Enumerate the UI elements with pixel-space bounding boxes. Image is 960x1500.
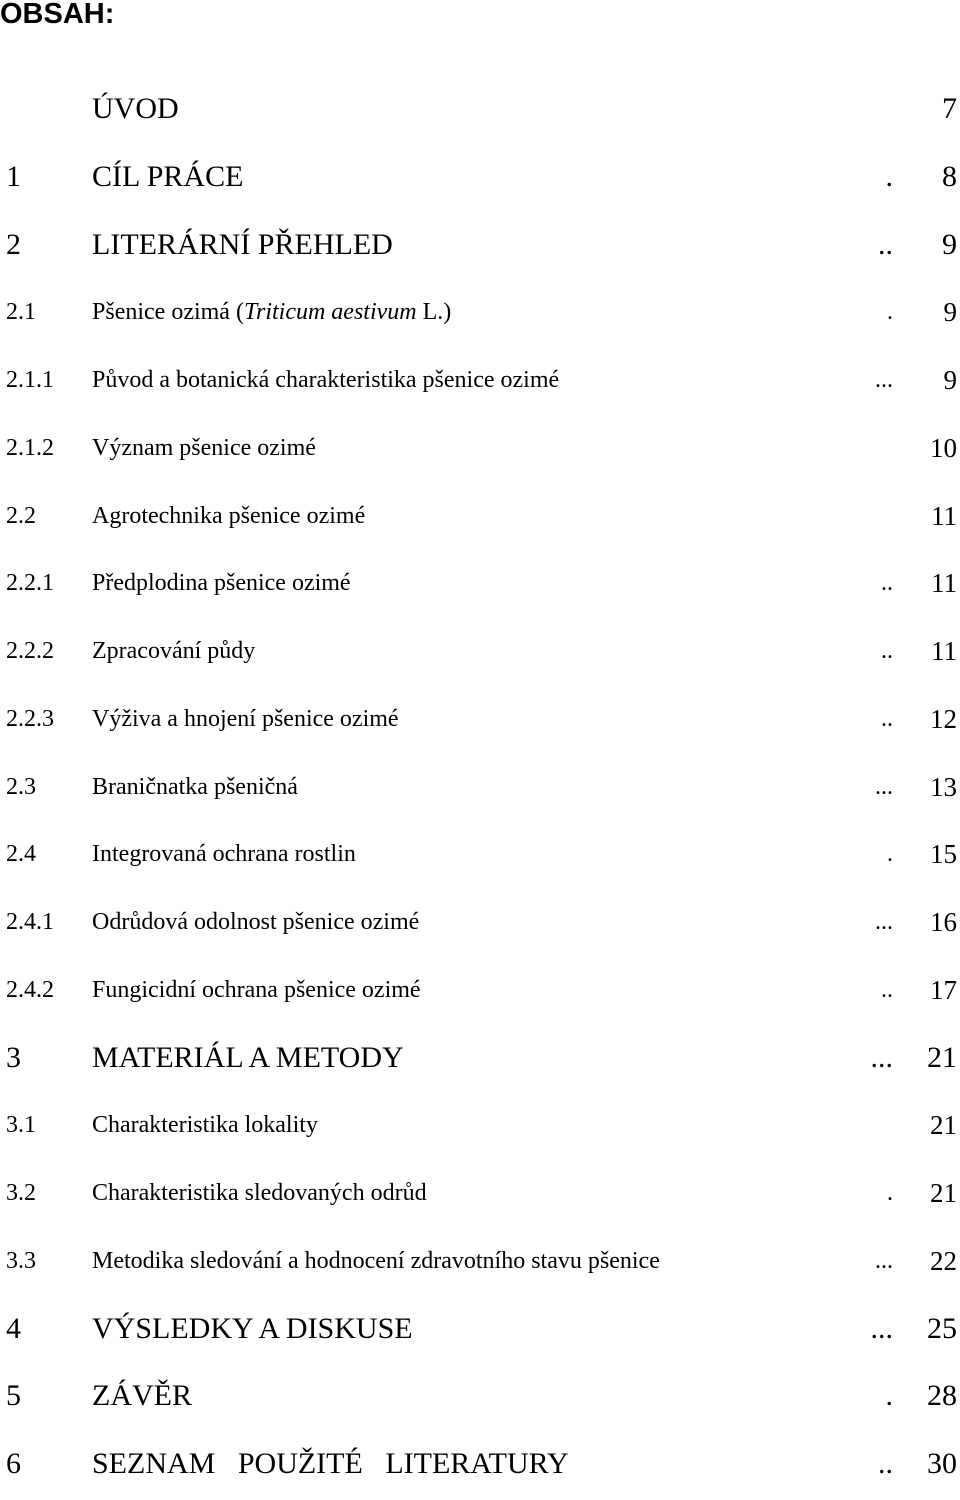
toc-number: 2.1 [6,299,36,326]
toc-row-psenice-ozima[interactable] [0,280,960,348]
toc-row-uvod[interactable] [0,77,960,145]
toc-row-material-a-metody[interactable] [0,1026,960,1094]
toc-page-number: 9 [943,297,957,328]
toc-title: Integrovaná ochrana rostlin [92,841,356,868]
toc-page-number: 30 [927,1447,957,1480]
toc-row-puvod[interactable] [0,348,960,416]
toc-leader: .. [881,976,893,1003]
toc-row-seznam-literatury[interactable] [0,1432,960,1500]
toc-row-zaver[interactable] [0,1364,960,1432]
toc-page-number: 21 [927,1040,957,1074]
toc-page-number: 25 [927,1311,957,1345]
toc-page-number: 10 [930,432,957,463]
toc-leader: .. [878,1447,893,1480]
toc-title: ÚVOD [92,92,179,125]
toc-leader: . [887,841,893,868]
toc-leader: . [887,299,893,326]
toc-page-number: 21 [930,1110,957,1141]
toc-leader: .. [881,638,893,664]
toc-number: 2.4.2 [6,976,54,1003]
toc-number: 2 [6,227,21,261]
toc-title: Odrůdová odolnost pšenice ozimé [92,909,420,935]
toc-number: 2.2 [6,502,36,529]
toc-number: 6 [6,1447,21,1480]
toc-page-number: 15 [930,839,957,870]
toc-page-number: 9 [942,227,957,261]
toc-number: 2.4 [6,841,36,868]
toc-title-part: Pšenice ozimá ( [92,299,244,326]
toc-title: Původ a botanická charakteristika pšenice ozimé [92,367,560,393]
toc-row-vysledky[interactable] [0,1297,960,1365]
toc-leader: . [885,1379,893,1413]
toc-leader: .. [881,705,893,732]
toc-row-metodika[interactable] [0,1229,960,1297]
toc-row-vyznam[interactable] [0,416,960,484]
toc-page-number: 8 [942,159,957,193]
toc-title-part: L.) [416,299,452,326]
toc-row-zpracovani-pudy[interactable] [0,619,960,687]
toc-page-number: 22 [930,1245,957,1276]
toc-title: MATERIÁL A METODY [92,1040,404,1074]
toc-title: VÝSLEDKY A DISKUSE [92,1311,413,1345]
toc-title: CÍL PRÁCE [92,159,244,193]
toc-leader: ... [870,1311,893,1345]
toc-number: 3.1 [6,1112,36,1139]
toc-title [92,280,451,344]
toc-title: SEZNAM POUŽITÉ LITERATURY [92,1447,569,1480]
toc-page-number: 17 [930,974,957,1005]
toc-number: 2.1.2 [6,434,54,461]
toc-number: 2.3 [6,773,36,800]
toc-title: ZÁVĚR [92,1379,192,1413]
page-title: OBSAH: [0,0,115,30]
toc-row-charakteristika-lokality[interactable] [0,1093,960,1161]
toc-row-branicnatka[interactable] [0,755,960,823]
toc-title: Fungicidní ochrana pšenice ozimé [92,976,421,1003]
toc-row-vyziva[interactable] [0,687,960,755]
toc-page-number: 12 [930,703,957,734]
toc-leader: . [887,1180,893,1206]
table-of-contents [0,77,960,1500]
toc-row-fungicidni-ochrana[interactable] [0,958,960,1026]
toc-row-literarni-prehled[interactable] [0,213,960,281]
toc-title: Charakteristika lokality [92,1112,318,1139]
toc-number: 3.3 [6,1247,36,1274]
toc-row-charakteristika-odrud[interactable] [0,1161,960,1229]
toc-page-number: 11 [931,500,957,531]
toc-leader: . [885,159,893,193]
toc-page-number: 9 [943,365,957,395]
toc-page-number: 11 [931,568,957,599]
toc-title: Braničnatka pšeničná [92,773,298,800]
toc-row-cil-prace[interactable] [0,145,960,213]
toc-page-number: 28 [927,1379,957,1413]
toc-title: Metodika sledování a hodnocení zdravotního stavu pšenice [92,1247,660,1274]
toc-title: LITERÁRNÍ PŘEHLED [92,227,393,261]
toc-number: 3 [6,1040,21,1074]
toc-number: 2.2.2 [6,638,54,664]
toc-title: Význam pšenice ozimé [92,434,316,461]
toc-page-number: 7 [942,92,957,125]
toc-number: 4 [6,1311,21,1345]
toc-number: 2.2.3 [6,705,54,732]
toc-leader: .. [878,227,893,261]
toc-title: Charakteristika sledovaných odrůd [92,1180,427,1206]
toc-number: 3.2 [6,1180,36,1206]
toc-row-agrotechnika[interactable] [0,484,960,552]
toc-number: 2.2.1 [6,570,54,597]
toc-row-odrudova-odolnost[interactable] [0,890,960,958]
toc-leader: ... [875,773,893,800]
toc-number: 1 [6,159,21,193]
toc-leader: ... [870,1040,893,1074]
toc-title: Předplodina pšenice ozimé [92,570,351,597]
toc-page-number: 16 [930,907,957,937]
toc-number: 2.1.1 [6,367,54,393]
toc-number: 5 [6,1379,21,1413]
toc-title-latin-name: Triticum aestivum [243,299,417,326]
toc-page-number: 13 [930,771,957,802]
toc-number: 2.4.1 [6,909,54,935]
toc-leader: .. [881,570,893,597]
toc-leader: ... [875,367,893,393]
toc-page-number: 21 [930,1178,957,1208]
toc-leader: ... [875,909,893,935]
toc-title: Agrotechnika pšenice ozimé [92,502,366,529]
toc-leader: ... [875,1247,893,1274]
toc-title: Zpracování půdy [92,638,256,664]
toc-row-predplodina[interactable] [0,551,960,619]
toc-row-integrovana-ochrana[interactable] [0,822,960,890]
toc-title: Výživa a hnojení pšenice ozimé [92,705,399,732]
toc-page-number: 11 [931,636,957,666]
